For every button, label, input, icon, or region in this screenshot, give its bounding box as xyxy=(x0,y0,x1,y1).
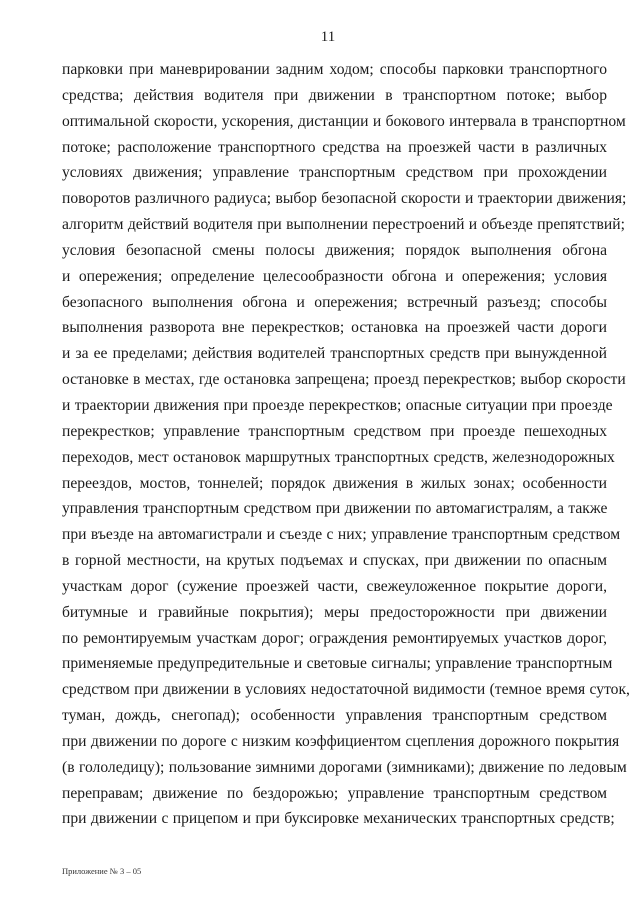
text-line: средством при движении в условиях недостаточной видимости (темное время суток, xyxy=(62,681,630,699)
text-line: оптимальной скорости, ускорения, дистанции и бокового интервала в транспортном xyxy=(62,112,626,130)
text-line: в горной местности, на крутых подъемах и спусках, при движении по опасным xyxy=(62,552,607,570)
text-line: перекрестков; управление транспортным средством при проезде пешеходных xyxy=(62,422,607,440)
text-line: условия безопасной смены полосы движения; порядок выполнения обгона xyxy=(62,241,607,259)
text-line: поворотов различного радиуса; выбор безопасной скорости и траектории движения; xyxy=(62,190,627,208)
text-line: по ремонтируемым участкам дорог; ограждения ремонтируемых участков дорог, xyxy=(62,629,607,647)
text-line: выполнения разворота вне перекрестков; остановка на проезжей части дороги xyxy=(62,319,607,337)
text-line: при движении по дороге с низким коэффициентом сцепления дорожного покрытия xyxy=(62,732,620,750)
text-line: средства; действия водителя при движении в транспортном потоке; выбор xyxy=(62,86,607,104)
text-line: туман, дождь, снегопад); особенности управления транспортным средством xyxy=(62,707,607,725)
text-line: переходов, мест остановок маршрутных транспортных средств, железнодорожных xyxy=(62,448,615,466)
text-line: переправам; движение по бездорожью; управление транспортным средством xyxy=(62,784,607,802)
text-line: остановке в местах, где остановка запрещена; проезд перекрестков; выбор скорости xyxy=(62,371,626,389)
text-line: при въезде на автомагистрали и съезде с них; управление транспортным средством xyxy=(62,526,621,544)
text-line: безопасного выполнения обгона и опережения; встречный разъезд; способы xyxy=(62,293,607,311)
text-line: управления транспортным средством при движении по автомагистралям, а также xyxy=(62,500,608,518)
text-line: участкам дорог (сужение проезжей части, свежеуложенное покрытие дороги, xyxy=(62,577,607,595)
text-line: при движении с прицепом и при буксировке механических транспортных средств; xyxy=(62,810,615,828)
text-line: и траектории движения при проезде перекрестков; опасные ситуации при проезде xyxy=(62,396,613,414)
text-line: потоке; расположение транспортного средства на проезжей части в различных xyxy=(62,138,607,156)
text-line: и опережения; определение целесообразности обгона и опережения; условия xyxy=(62,267,607,285)
text-line: алгоритм действий водителя при выполнении перестроений и объезде препятствий; xyxy=(62,216,625,234)
text-line: переездов, мостов, тоннелей; порядок движения в жилых зонах; особенности xyxy=(62,474,607,492)
text-line: битумные и гравийные покрытия); меры предосторожности при движении xyxy=(62,603,607,621)
text-line: парковки при маневрировании задним ходом; способы парковки транспортного xyxy=(62,61,607,78)
text-line: (в гололедицу); пользование зимними дорогами (зимниками); движение по ледовым xyxy=(62,758,627,776)
footer-appendix-label: Приложение № 3 – 05 xyxy=(62,866,142,876)
body-paragraph xyxy=(62,57,630,832)
text-line: и за ее пределами; действия водителей транспортных средств при вынужденной xyxy=(62,345,607,363)
text-line: условиях движения; управление транспортным средством при прохождении xyxy=(62,164,607,182)
text-line: применяемые предупредительные и световые сигналы; управление транспортным xyxy=(62,655,613,673)
page-number: 11 xyxy=(320,29,336,45)
